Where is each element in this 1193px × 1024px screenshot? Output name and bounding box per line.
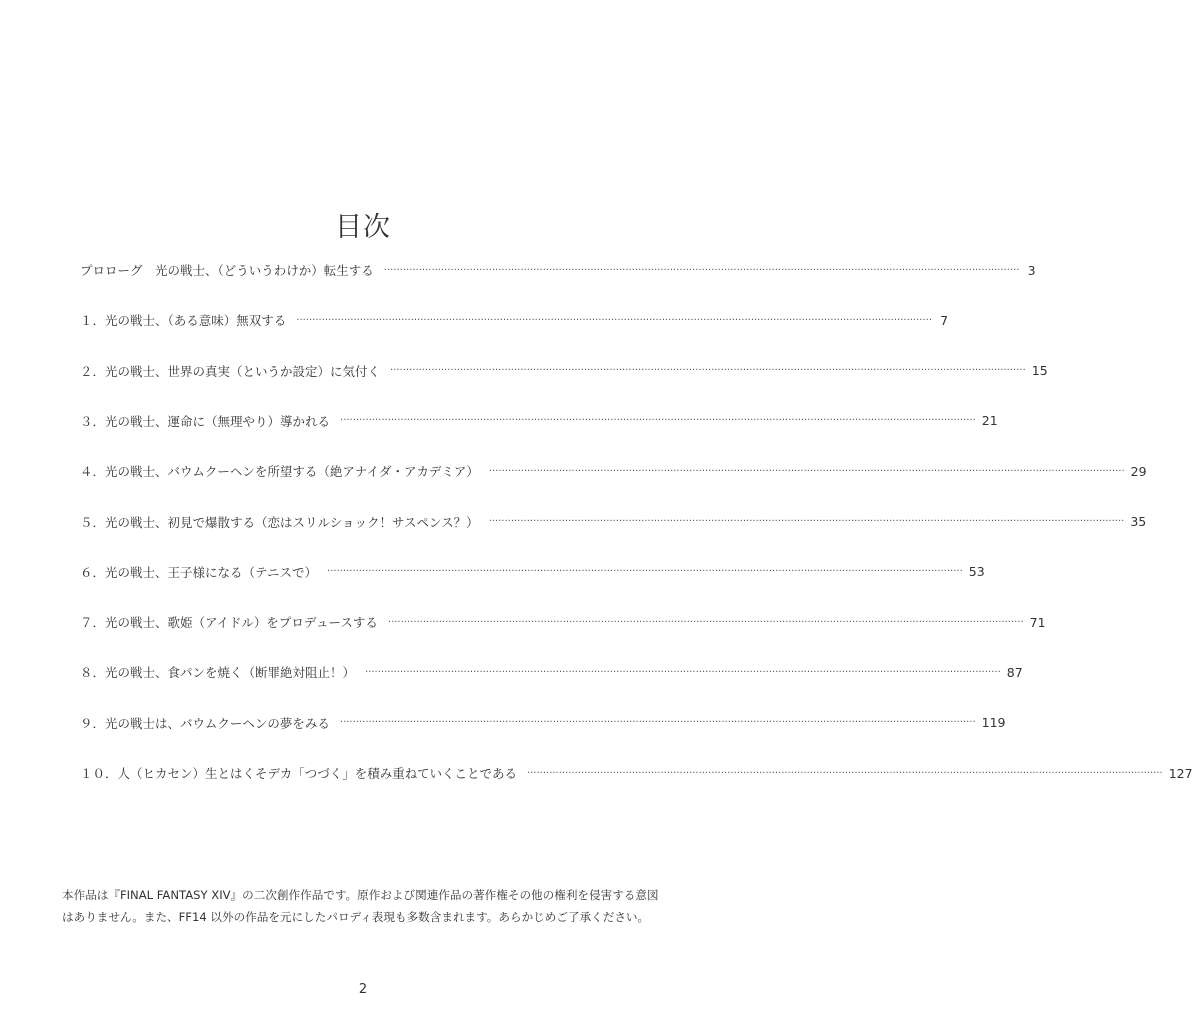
toc-entry-page: 3 [1027,262,1036,278]
toc-entry-label: ５．光の戦士、初見で爆散する（恋はスリルショック！サスペンス？） [80,514,479,530]
toc-leader-dots: ········································································································································································································ [327,566,963,578]
toc-entry [80,459,1147,483]
toc-leader-dots: ········································································································································································································ [488,465,1125,477]
toc-entry-label: ９．光の戦士は、バウムクーヘンの夢をみる [80,715,330,731]
toc-entry [80,258,1036,282]
toc-entry-label: ４．光の戦士、バウムクーヘンを所望する（絶アナイダ・アカデミア） [80,464,479,480]
toc-entry-label: ６．光の戦士、王子様になる（テニスで） [80,564,318,580]
page-number: 2 [358,982,368,997]
toc-entry [80,761,1193,785]
toc-leader-dots: ········································································································································································································ [488,516,1125,527]
toc-entry [80,409,998,433]
toc-entry [80,359,1048,383]
toc-entry [80,560,985,584]
toc-entry-page: 35 [1130,514,1147,529]
toc-leader-dots: ········································································································································································································ [383,264,1020,276]
toc-entry-label: ３．光の戦士、運命に（無理やり）導かれる [80,413,331,429]
toc-entry [80,510,1147,534]
toc-leader-dots: ········································································································································································································ [390,365,1026,377]
toc-leader-dots: ········································································································································································································ [339,717,976,729]
toc-entry-page: 87 [1006,664,1023,680]
toc-entry-page: 7 [940,312,949,328]
toc-entry-page: 53 [968,564,985,580]
toc-entry-page: 21 [981,413,998,429]
toc-entry-label: １０．人（ヒカセン）生とはくそデカ「つづく」を積み重ねていくことである [80,766,517,781]
toc-entry-page: 29 [1130,463,1147,479]
toc-entry-page: 71 [1029,614,1046,630]
toc-leader-dots: ········································································································································································································ [365,666,1001,678]
toc-leader-dots: ········································································································································································································ [340,415,976,427]
toc-entry [80,610,1046,634]
toc-entry-label: ７．光の戦士、歌姫（アイドル）をプロデュースする [80,615,378,631]
toc-title: 目次 [335,212,391,244]
toc-entry-page: 15 [1031,363,1048,379]
toc-entry-page: 127 [1168,765,1193,781]
toc-entry-label: ８．光の戦士、食パンを焼く（断罪絶対阻止！） [80,665,356,681]
toc-entry-label: プロローグ 光の戦士、（どういうわけか）転生する [80,263,374,278]
toc-leader-dots: ········································································································································································································ [296,314,933,326]
toc-entry [80,660,1023,684]
toc-leader-dots: ········································································································································································································ [526,767,1163,779]
toc-entry-page: 119 [981,715,1006,731]
toc-entry [80,711,1006,735]
copyright-notice: 本作品は『FINAL FANTASY XIV』の二次創作作品です。原作および関連作品の著作権その他の権利を侵害する意図はありません。また、FF14 以外の作品を元にしたパロディ表現も多数含まれます。あらかじめご了承ください。 [62,888,659,924]
toc-entry-label: ２．光の戦士、世界の真実（というか設定）に気付く [80,363,381,379]
toc-leader-dots: ········································································································································································································ [387,616,1024,628]
toc-entry-label: １．光の戦士、（ある意味）無双する [80,313,287,329]
toc-entry [80,308,949,332]
